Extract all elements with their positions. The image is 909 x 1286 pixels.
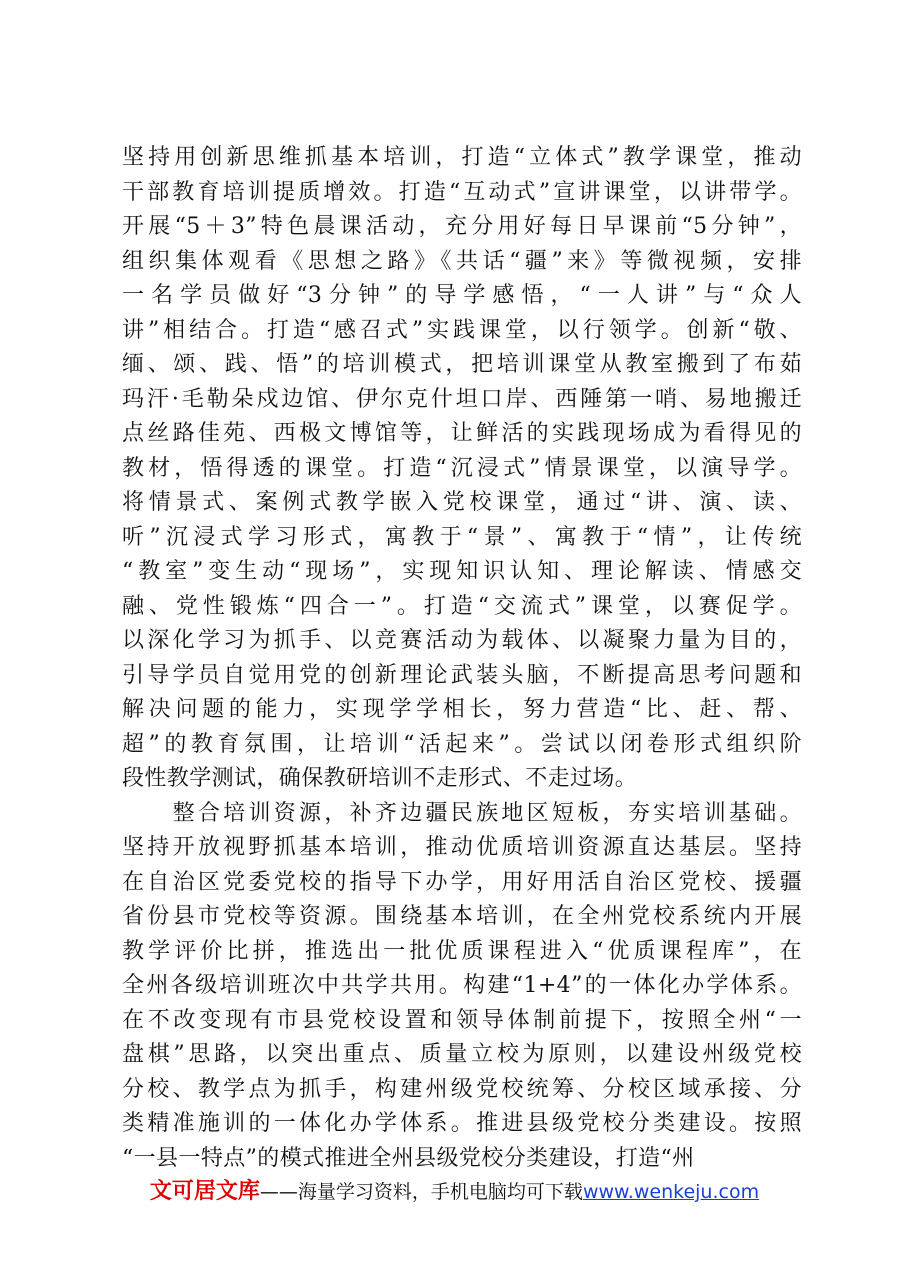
text-line: 坚持开放视野抓基本培训，推动优质培训资源直达基层。坚持	[122, 835, 802, 860]
text-line: 段性教学测试，确保教研培训不走形式、不走过场。	[122, 766, 638, 791]
footer-site-link[interactable]: www.wenkeju.com	[582, 1181, 760, 1203]
text-line: 点丝路佳苑、西极文博馆等，让鲜活的实践现场成为看得见的	[122, 421, 802, 446]
text-line: 以深化学习为抓手、以竞赛活动为载体、以凝聚力量为目的，	[122, 628, 802, 653]
text-line: 教学评价比拼，推选出一批优质课程进入“优质课程库”，在	[122, 938, 802, 964]
footer-tagline: ——海量学习资料，手机电脑均可下载	[259, 1181, 583, 1203]
text-line: 干部教育培训提质增效。打造“互动式”宣讲课堂，以讲带学。	[122, 179, 802, 205]
text-line: 全州各级培训班次中共学共用。构建“1+4”的一体化办学体系。	[122, 973, 802, 998]
text-line: “一县一特点”的模式推进全州县级党校分类建设，打造“州	[122, 1145, 695, 1171]
text-line: 缅、颂、践、悟”的培训模式，把培训课堂从教室搬到了布茹	[122, 352, 802, 377]
text-line: “教室”变生动“现场”，实现知识认知、理论解读、情感交	[122, 559, 802, 584]
text-line: 教材，悟得透的课堂。打造“沉浸式”情景课堂，以演导学。	[122, 455, 802, 481]
text-line: 开展“5＋3”特色晨课活动，充分用好每日早课前“5分钟”，	[122, 214, 802, 239]
text-line: 一名学员做好“3分钟”的导学感悟，“一人讲”与“众人	[122, 283, 802, 308]
text-line: 玛汗·毛勒朵戍边馆、伊尔克什坦口岸、西陲第一哨、易地搬迁	[122, 386, 802, 412]
text-line: 讲”相结合。打造“感召式”实践课堂，以行领学。创新“敬、	[122, 317, 802, 343]
text-line: 盘棋”思路，以突出重点、质量立校为原则，以建设州级党校	[122, 1042, 802, 1067]
text-line: 解决问题的能力，实现学学相长，努力营造“比、赶、帮、	[122, 697, 802, 722]
text-line: 分校、教学点为抓手，构建州级党校统筹、分校区域承接、分	[122, 1076, 802, 1102]
text-line: 引导学员自觉用党的创新理论武装头脑，不断提高思考问题和	[122, 662, 802, 688]
page-footer	[0, 1178, 909, 1206]
text-line: 坚持用创新思维抓基本培训，打造“立体式”教学课堂，推动	[122, 145, 802, 170]
document-body	[122, 141, 802, 1176]
text-line: 将情景式、案例式教学嵌入党校课堂，通过“讲、演、读、	[122, 490, 802, 515]
text-line: 整合培训资源，补齐边疆民族地区短板，夯实培训基础。	[122, 800, 802, 826]
text-line: 听”沉浸式学习形式，寓教于“景”、寓教于“情”，让传统	[122, 524, 802, 550]
text-line: 在自治区党委党校的指导下办学，用好用活自治区党校、援疆	[122, 869, 802, 895]
text-line: 类精准施训的一体化办学体系。推进县级党校分类建设。按照	[122, 1111, 802, 1136]
text-line: 省份县市党校等资源。围绕基本培训，在全州党校系统内开展	[122, 904, 802, 929]
text-line: 在不改变现有市县党校设置和领导体制前提下，按照全州“一	[122, 1007, 802, 1033]
footer-brand: 文可居文库	[149, 1179, 260, 1204]
text-line: 超”的教育氛围，让培训“活起来”。尝试以闭卷形式组织阶	[122, 731, 802, 757]
text-line: 融、党性锻炼“四合一”。打造“交流式”课堂，以赛促学。	[122, 593, 802, 619]
text-line: 组织集体观看《思想之路》《共话“疆”来》等微视频，安排	[122, 248, 802, 274]
